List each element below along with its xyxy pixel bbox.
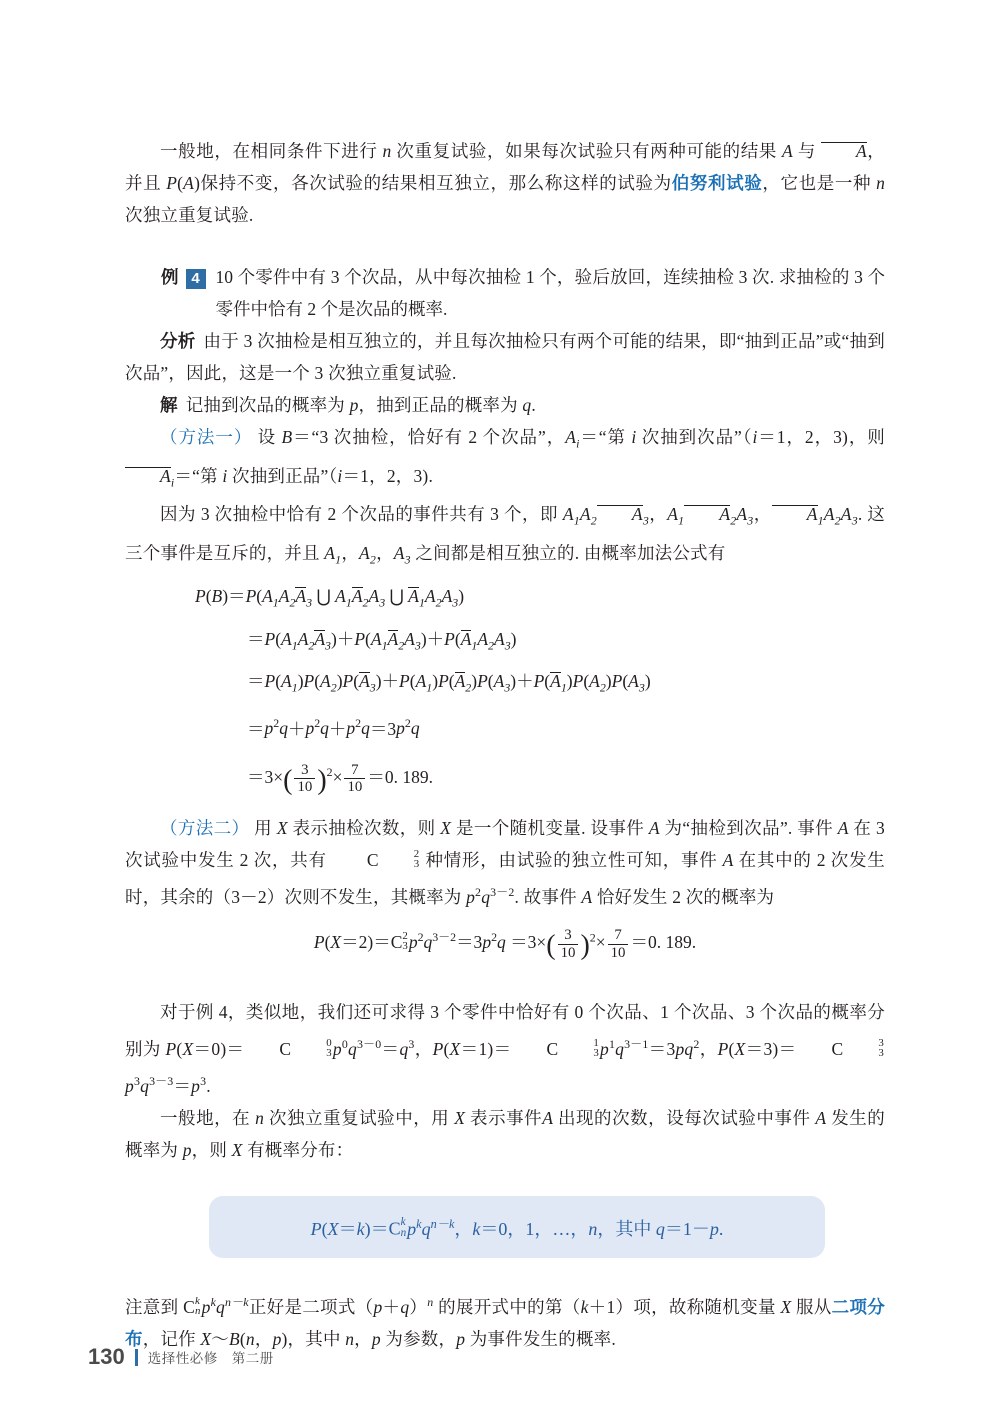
- highlighted-formula-box: [209, 1196, 825, 1258]
- method-two-label: （方法二）: [160, 818, 250, 839]
- footer-divider: [135, 1349, 138, 1366]
- analysis-label: 分析: [160, 331, 196, 351]
- method-one-label: （方法一）: [160, 427, 253, 447]
- method-one-derivation: [195, 579, 885, 798]
- term-binomial-distribution: 二项分布: [125, 1296, 885, 1349]
- solution-label: 解: [160, 395, 178, 415]
- page-content: [125, 135, 885, 1355]
- closing-paragraph: 注意到 C k n $p^kq^{n-k}$正好是二项式$(p+q)^n$ 的展开式中的第（k＋1）项，故称随机变量 X 服从二项分布，记作 X～B(n，p)，其中 n，p 为参数，p 为事件发生的概率.: [125, 1294, 885, 1349]
- derivation-line-2: $=P(A_1A_2A_3)+P(A_1A_2A_3)+P(A_1A_2A_3)$: [247, 628, 517, 652]
- term-bernoulli-trial: 伯努利试验: [671, 173, 763, 193]
- method-one-paragraph: （方法一） 设 B＝“3 次抽检，恰好有 2 个次品”，$A_i=“$第 i 次抽到次品”（i＝1，2，3)，则 $A_i=“$第 i 次抽到正品”（i＝1，2，3).: [125, 421, 885, 498]
- derivation-line-3: $=P(A_1)P(A_2)P(A_3)+P(A_1)P(A_2)P(A_3)+P(A_1)P(A_2)P(A_3)$: [247, 671, 651, 695]
- solution-intro: 解 记抽到次品的概率为 p，抽到正品的概率为 q.: [160, 395, 536, 415]
- derivation-line-4: $=p^2q+p^2q+p^2q=3p^2q$: [247, 716, 420, 739]
- intro-paragraph: 一般地，在相同条件下进行 n 次重复试验，如果每次试验只有两种可能的结果 A 与 A，并且 P(A)保持不变，各次试验的结果相互独立，那么称这样的试验为伯努利试验，它也是一种 n 次独立重复试验.: [125, 141, 886, 225]
- analysis-paragraph: 分析 由于 3 次抽检是相互独立的，并且每次抽检只有两个可能的结果，即“抽到正品”或“抽到次品”，因此，这是一个 3 次独立重复试验.: [125, 331, 885, 383]
- method-two-paragraph: （方法二） 用 X 表示抽检次数，则 X 是一个随机变量. 设事件 A 为“抽检到次品”. 事件 A 在 3 次试验中发生 2 次，共有 C 2 3 种情形，由试验的独立性可知，事件 A 在其中的 2 次发生时，其余的（3－2）次则不发生，其概率为 $p^2q^{3-2}$. 故事件 A 恰好发生 2 次的概率为: [125, 818, 886, 908]
- derivation-line-1: $P(B)=P(A_1A_2A_3$ ⋃ $A_1A_2A_3$ ⋃ $A_1A_2A_3$): [195, 586, 465, 610]
- page-number: 130: [88, 1344, 125, 1369]
- method-two-formula: P(X＝2)＝C 2 3 $p^2q^{3-2}=3p^2q =3\times$( $\frac{3}{10}$ )$^2$× $\frac{7}{10}$ ＝0. 189.: [313, 927, 697, 962]
- binomial-formula: P(X＝k)＝C k n $p^kq^{n-k}$，k＝0，1，…，n，其中 q＝1－p.: [310, 1216, 724, 1239]
- example-number-badge: 4: [186, 269, 206, 289]
- method-one-explanation: 因为 3 次抽检中恰有 2 个次品的事件共有 3 个，即 $A_1A_2$ $A_3$，$A_1$ $A_2A_3$， $A_1A_2A_3$. 这三个事件是互斥的，并且 $A_1$，$A_2$，$A_3$ 之间都是相互独立的. 由概率加法公式有: [125, 504, 885, 566]
- footer-book-title: 选择性必修: [147, 1351, 218, 1366]
- example-label: 例: [161, 267, 180, 287]
- derivation-line-5: ＝3×( $\frac{3}{10}$ )$^2$× $\frac{7}{10}$ ＝0. 189.: [247, 761, 433, 797]
- followup-paragraph-2: 一般地，在 n 次独立重复试验中，用 X 表示事件A 出现的次数，设每次试验中事件 A 发生的概率为 p，则 X 有概率分布：: [125, 1108, 885, 1161]
- footer-volume: 第二册: [231, 1351, 274, 1366]
- followup-paragraph-1: 对于例 4，类似地，我们还可求得 3 个零件中恰好有 0 个次品、1 个次品、3 个次品的概率分别为 P(X＝0)＝ C 0 3 $p^0q^{3-0}=q^3$，P(X＝1)＝ C 1 3 $p^1q^{3-1}=3pq^2$，P(X＝3)＝ C 3 3 $p^3q^{3-3}=p^3$.: [125, 1002, 885, 1097]
- example-statement: 10 个零件中有 3 个次品，从中每次抽检 1 个，验后放回，连续抽检 3 次. 求抽检的 3 个零件中恰有 2 个是次品的概率.: [215, 267, 885, 319]
- example-header: [125, 261, 885, 325]
- page-footer: [88, 1344, 274, 1370]
